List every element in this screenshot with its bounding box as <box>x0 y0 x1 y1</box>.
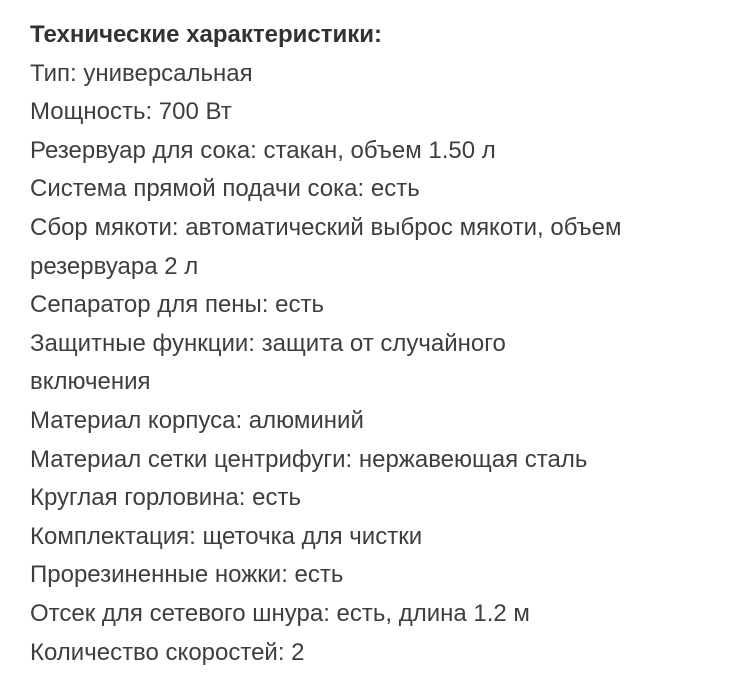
spec-direct-juice-feed: Система прямой подачи сока: есть <box>30 175 420 203</box>
spec-safety-functions-continued: включения <box>30 368 151 396</box>
spec-pulp-collection-continued: резервуара 2 л <box>30 252 199 280</box>
spec-cord-storage: Отсек для сетевого шнура: есть, длина 1.2 м <box>30 599 530 627</box>
spec-package-contents: Комплектация: щеточка для чистки <box>30 522 423 550</box>
spec-round-chute: Круглая горловина: есть <box>30 484 301 512</box>
spec-foam-separator: Сепаратор для пены: есть <box>30 291 324 319</box>
spec-juice-container: Резервуар для сока: стакан, объем 1.50 л <box>30 136 496 164</box>
spec-speed-count: Количество скоростей: 2 <box>30 638 305 666</box>
spec-body-material: Материал корпуса: алюминий <box>30 406 364 434</box>
spec-rubber-feet: Прорезиненные ножки: есть <box>30 561 344 589</box>
spec-sieve-material: Материал сетки центрифуги: нержавеющая сталь <box>30 445 588 473</box>
spec-type: Тип: универсальная <box>30 59 253 87</box>
spec-pulp-collection: Сбор мякоти: автоматический выброс мякоти, объем <box>30 213 622 241</box>
specifications-block <box>30 16 720 672</box>
spec-safety-functions: Защитные функции: защита от случайного <box>30 329 506 357</box>
spec-power: Мощность: 700 Вт <box>30 98 232 126</box>
specifications-heading: Технические характеристики: <box>30 21 383 48</box>
